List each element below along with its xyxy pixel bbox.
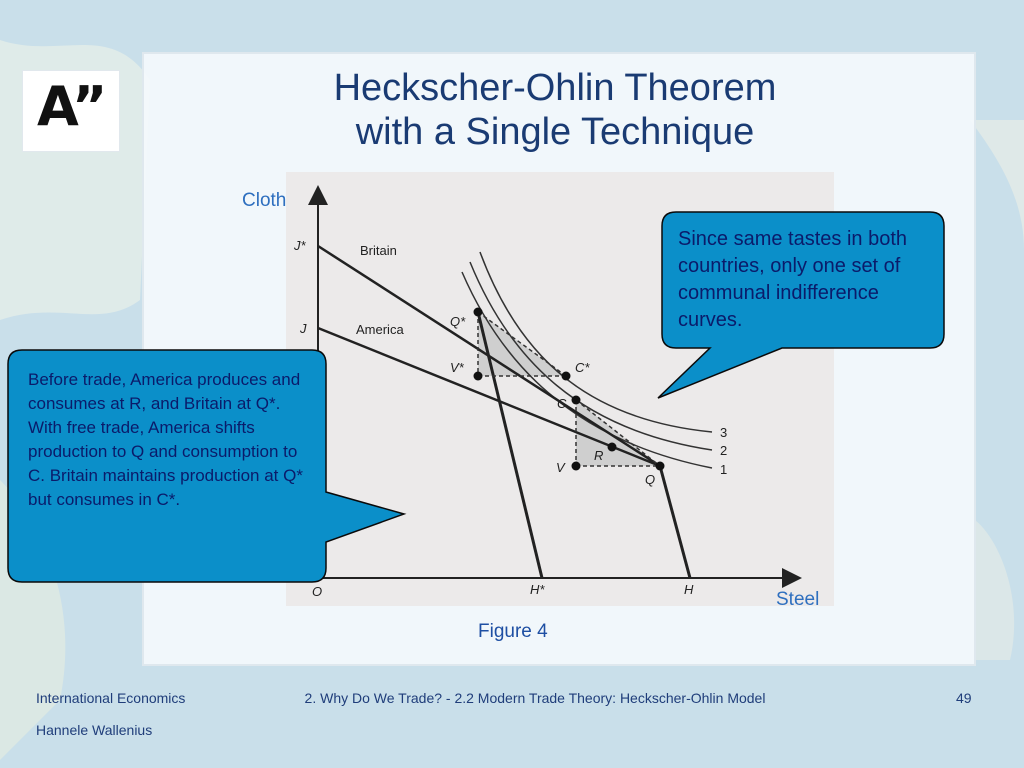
right-callout-text: Since same tastes in both countries, only one set of communal indifference curves. <box>678 228 908 331</box>
footer-author: Hannele Wallenius <box>36 722 153 738</box>
footer-course: International Economics <box>36 690 186 706</box>
footer-chapter: 2. Why Do We Trade? - 2.2 Modern Trade Theory: Heckscher-Ohlin Model <box>304 690 766 706</box>
label-r: R <box>594 448 604 463</box>
left-callout-text: Before trade, America produces and consumes at R, and Britain at Q*. With free trade, America shifts production to Q and consumption to C. Britain maintains production at Q* but consumes in C*. <box>28 370 303 509</box>
title-line-2: with a Single Technique <box>355 111 755 153</box>
point-v-star <box>474 372 483 381</box>
curve-label-2: 2 <box>720 443 728 458</box>
point-c-star <box>562 372 571 381</box>
y-axis-label: Cloth <box>242 190 287 211</box>
label-o: O <box>312 584 323 599</box>
label-q: Q <box>645 472 656 487</box>
label-britain: Britain <box>360 243 397 258</box>
label-j: J <box>300 321 307 336</box>
footer-page-number: 49 <box>956 690 972 706</box>
point-q <box>656 462 665 471</box>
label-v: V <box>556 460 565 475</box>
curve-label-3: 3 <box>720 425 728 440</box>
america-frontier <box>660 466 690 578</box>
figure-caption: Figure 4 <box>478 621 548 642</box>
logo-mark: A” <box>37 75 106 138</box>
point-c <box>572 396 581 405</box>
label-j-star: J* <box>294 238 306 253</box>
label-h: H <box>684 582 694 597</box>
point-q-star <box>474 308 483 317</box>
label-q-star: Q* <box>450 314 466 329</box>
label-c: C <box>557 396 567 411</box>
point-v <box>572 462 581 471</box>
title-line-1: Heckscher-Ohlin Theorem <box>333 67 777 109</box>
label-v-star: V* <box>450 360 464 375</box>
label-c-star: C* <box>575 360 590 375</box>
label-america: America <box>356 322 404 337</box>
point-r <box>608 443 617 452</box>
label-h-star: H* <box>530 582 545 597</box>
x-axis-label: Steel <box>776 589 820 610</box>
curve-label-1: 1 <box>720 462 728 477</box>
